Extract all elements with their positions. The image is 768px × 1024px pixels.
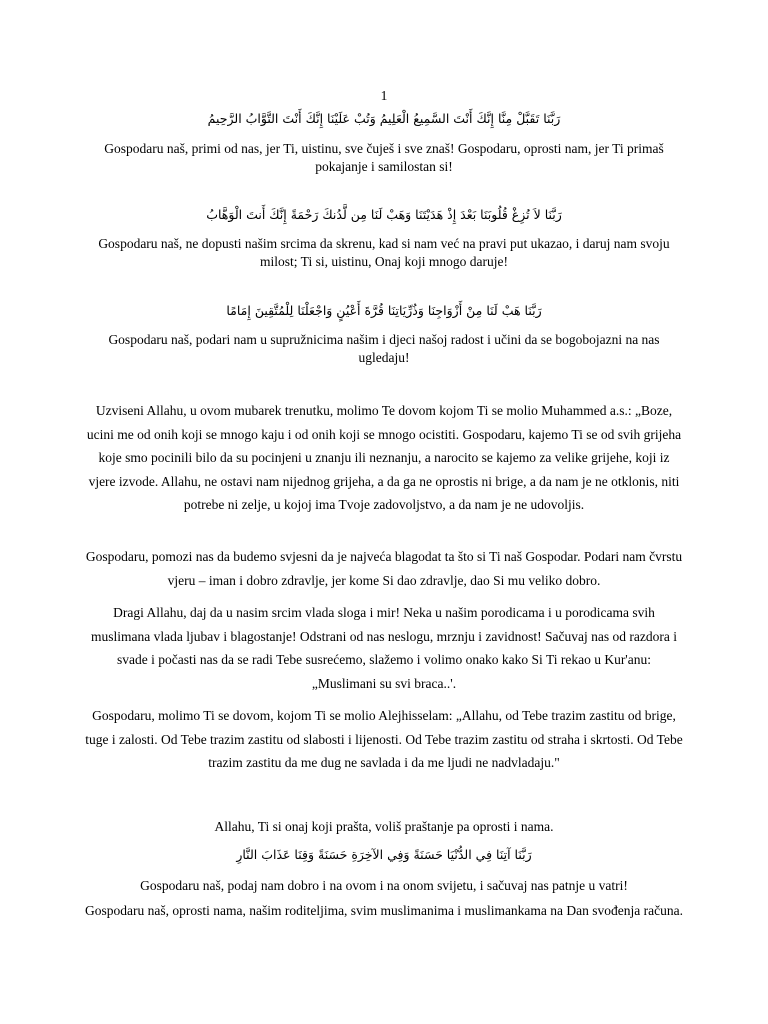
prayer-paragraph-3: Dragi Allahu, daj da u nasim srcim vlada sloga i mir! Neka u našim porodicama i u porodicama svih muslimana vlada ljubav i blagostanje! Odstrani od nas neslogu, mrznju i zavidnost! Sačuvaj nas od razdora i svade i počasti nas da se radi Tebe susrećemo, slažemo i volimo onako kako Si Ti rekao u Kur'anu: „Muslimani su svi braca..'. bbox=[91, 605, 677, 691]
prayer-paragraph-1: Uzviseni Allahu, u ovom mubarek trenutku, molimo Te dovom kojom Ti se molio Muhammed a.s.: „Boze, ucini me od onih koji se mnogo kaju i od onih koji se mnogo ocistiti. Gospodaru, kajemo Ti se od svih grijeha koje smo pocinili bilo da su pocinjeni u znanju ili neznanju, a narocito se kajemo za velike grijehe, koji iz vjere izvode. Allahu, ne ostavi nam nijednog grijeha, a da ga ne oprostis ni brige, a da nam je ne otklonis, niti potrebe ni zelje, u kojoj ima Tvoje zadovoljstvo, a da nam je ne udovoljis. bbox=[86, 403, 682, 512]
dua1-arabic: رَبَّنَا تَقَبَّلْ مِنَّا إِنَّكَ أَنْتَ السَّمِيعُ الْعَلِيمُ وَتُبْ عَلَيْنَا إِنَّكَ أَنْتَ التَّوَّابُ الرَّحِيمُ bbox=[207, 111, 561, 126]
dua1-translation: Gospodaru naš, primi od nas, jer Ti, uistinu, sve čuješ i sve znaš! Gospodaru, oprosti nam, jer Ti primaš pokajanje i samilostan si! bbox=[104, 141, 664, 174]
dua4-translation: Gospodaru naš, podaj nam dobro i na ovom i na onom svijetu, i sačuvaj nas patnje u vatri! bbox=[140, 878, 628, 893]
dua2-arabic: رَبَّنَا لاَ تُزِغْ قُلُوبَنَا بَعْدَ إِذْ هَدَيْتَنَا وَهَبْ لَنَا مِن لَّدُنكَ رَحْمَةً إِنَّكَ أَنتَ الْوَهَّابُ bbox=[206, 207, 562, 222]
closing-line: Allahu, Ti si onaj koji prašta, voliš praštanje pa oprosti i nama. bbox=[214, 819, 554, 834]
dua2-translation: Gospodaru naš, ne dopusti našim srcima da skrenu, kad si nam već na pravi put ukazao, i daruj nam svoju milost; Ti si, uistinu, Onaj koji mnogo daruje! bbox=[98, 236, 670, 269]
dua3-arabic: رَبَّنَا هَبْ لَنَا مِنْ أَزْوَاجِنَا وَذُرِّيَاتِنَا قُرَّةَ أَعْيُنٍ وَاجْعَلْنَا لِلْمُتَّقِينَ إِمَامًا bbox=[226, 303, 542, 318]
prayer-paragraph-4: Gospodaru, molimo Ti se dovom, kojom Ti se molio Alejhisselam: „Allahu, od Tebe trazim zastitu od brige, tuge i zalosti. Od Tebe trazim zastitu od slabosti i lijenosti. Od Tebe trazim zastitu od straha i skrtosti. Od Tebe trazim zastitu da me dug ne savlada i da me ljudi ne nadvladaju." bbox=[85, 708, 683, 770]
dua3-translation: Gospodaru naš, podari nam u supružnicima našim i djeci našoj radost i učini da se bogobojazni na nas ugledaju! bbox=[108, 332, 660, 365]
page-number: 1 bbox=[380, 88, 388, 103]
dua4-arabic: رَبَّنَا آتِنَا فِي الدُّنْيَا حَسَنَةً وَفِي الآخِرَةِ حَسَنَةً وَقِنَا عَذَابَ النَّارِ bbox=[236, 847, 532, 862]
prayer-paragraph-2: Gospodaru, pomozi nas da budemo svjesni da je najveća blagodat ta što si Ti naš Gospodar. Podari nam čvrstu vjeru – iman i dobro zdravlje, jer kome Si dao zdravlje, dao Si mu veliko dobro. bbox=[85, 549, 683, 588]
dua5-translation: Gospodaru naš, oprosti nama, našim roditeljima, svim muslimanima i muslimankama na Dan svođenja računa. bbox=[84, 903, 683, 918]
